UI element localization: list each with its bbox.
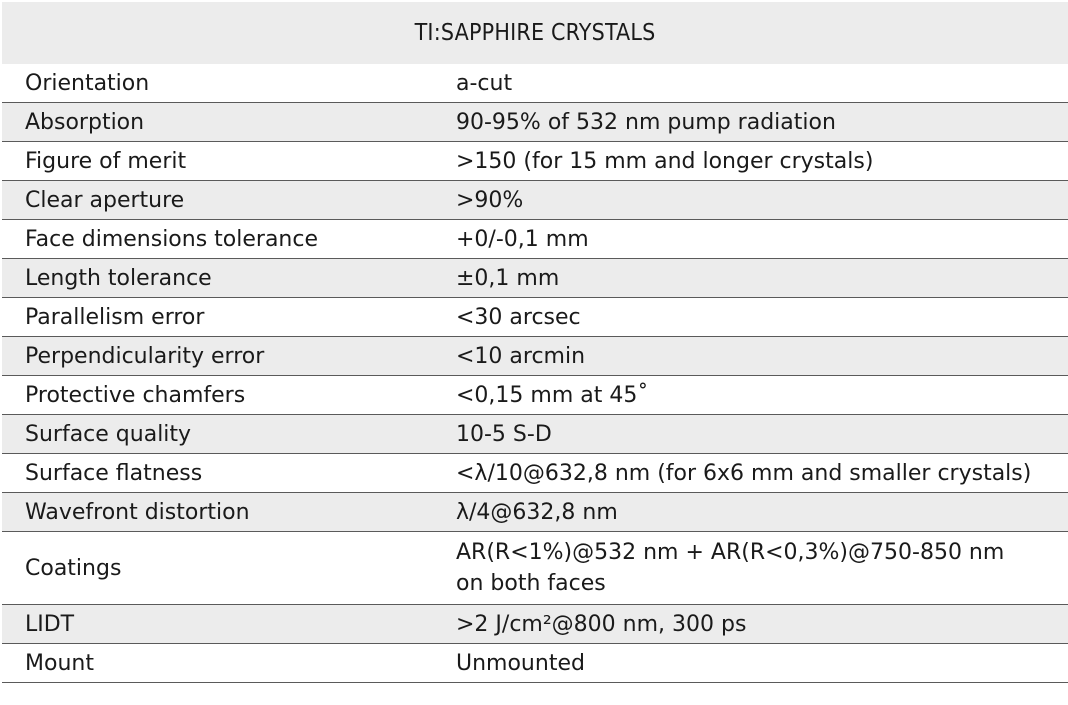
table-row-mount [2, 644, 1068, 683]
param-label: Surface quality [25, 421, 192, 447]
table-row-face-dimensions-tolerance [2, 220, 1068, 259]
table-row-parallelism-error [2, 298, 1068, 337]
param-value: +0/-0,1 mm [456, 226, 589, 252]
param-value: 90-95% of 532 nm pump radiation [456, 109, 836, 135]
param-value: >2 J/cm²@800 nm, 300 ps [456, 611, 747, 637]
param-value-line: on both faces [456, 571, 606, 596]
param-value: λ/4@632,8 nm [456, 499, 618, 525]
table-row-perpendicularity-error [2, 337, 1068, 376]
param-label: Wavefront distortion [25, 499, 250, 525]
param-label: Mount [25, 650, 94, 676]
param-label: Face dimensions tolerance [25, 226, 318, 252]
table-row-surface-flatness [2, 454, 1068, 493]
param-value: a-cut [456, 70, 513, 96]
table-row-protective-chamfers [2, 376, 1068, 415]
param-label: Absorption [25, 109, 145, 135]
param-label: Length tolerance [25, 265, 212, 291]
param-value: <30 arcsec [456, 304, 581, 330]
table-row-wavefront-distortion [2, 493, 1068, 532]
param-value: <10 arcmin [456, 343, 586, 369]
table-title: TI:SAPPHIRE CRYSTALS [2, 2, 1068, 64]
param-value: <0,15 mm at 45˚ [456, 382, 649, 408]
param-label: Coatings [25, 555, 122, 581]
table-row-length-tolerance [2, 259, 1068, 298]
param-label: Orientation [25, 70, 150, 96]
table-row-lidt [2, 605, 1068, 644]
param-value: ±0,1 mm [456, 265, 560, 291]
table-row-clear-aperture [2, 181, 1068, 220]
spec-table [2, 2, 1068, 683]
param-value: Unmounted [456, 650, 585, 676]
param-label: Clear aperture [25, 187, 185, 213]
param-label: Perpendicularity error [25, 343, 265, 369]
param-label: Surface flatness [25, 460, 203, 486]
table-row-orientation [2, 64, 1068, 103]
param-label: Protective chamfers [25, 382, 246, 408]
param-label: LIDT [25, 611, 75, 637]
param-value: <λ/10@632,8 nm (for 6x6 mm and smaller crystals) [456, 460, 1032, 486]
param-value: >90% [456, 187, 524, 213]
table-row-absorption [2, 103, 1068, 142]
table-row-figure-of-merit [2, 142, 1068, 181]
param-value-line: AR(R<1%)@532 nm + AR(R<0,3%)@750-850 nm [456, 540, 1005, 565]
param-label: Parallelism error [25, 304, 205, 330]
table-row-surface-quality [2, 415, 1068, 454]
table-row-coatings [2, 532, 1068, 605]
param-value [456, 537, 1068, 599]
param-value: >150 (for 15 mm and longer crystals) [456, 148, 874, 174]
param-value: 10-5 S-D [456, 421, 552, 447]
param-label: Figure of merit [25, 148, 187, 174]
